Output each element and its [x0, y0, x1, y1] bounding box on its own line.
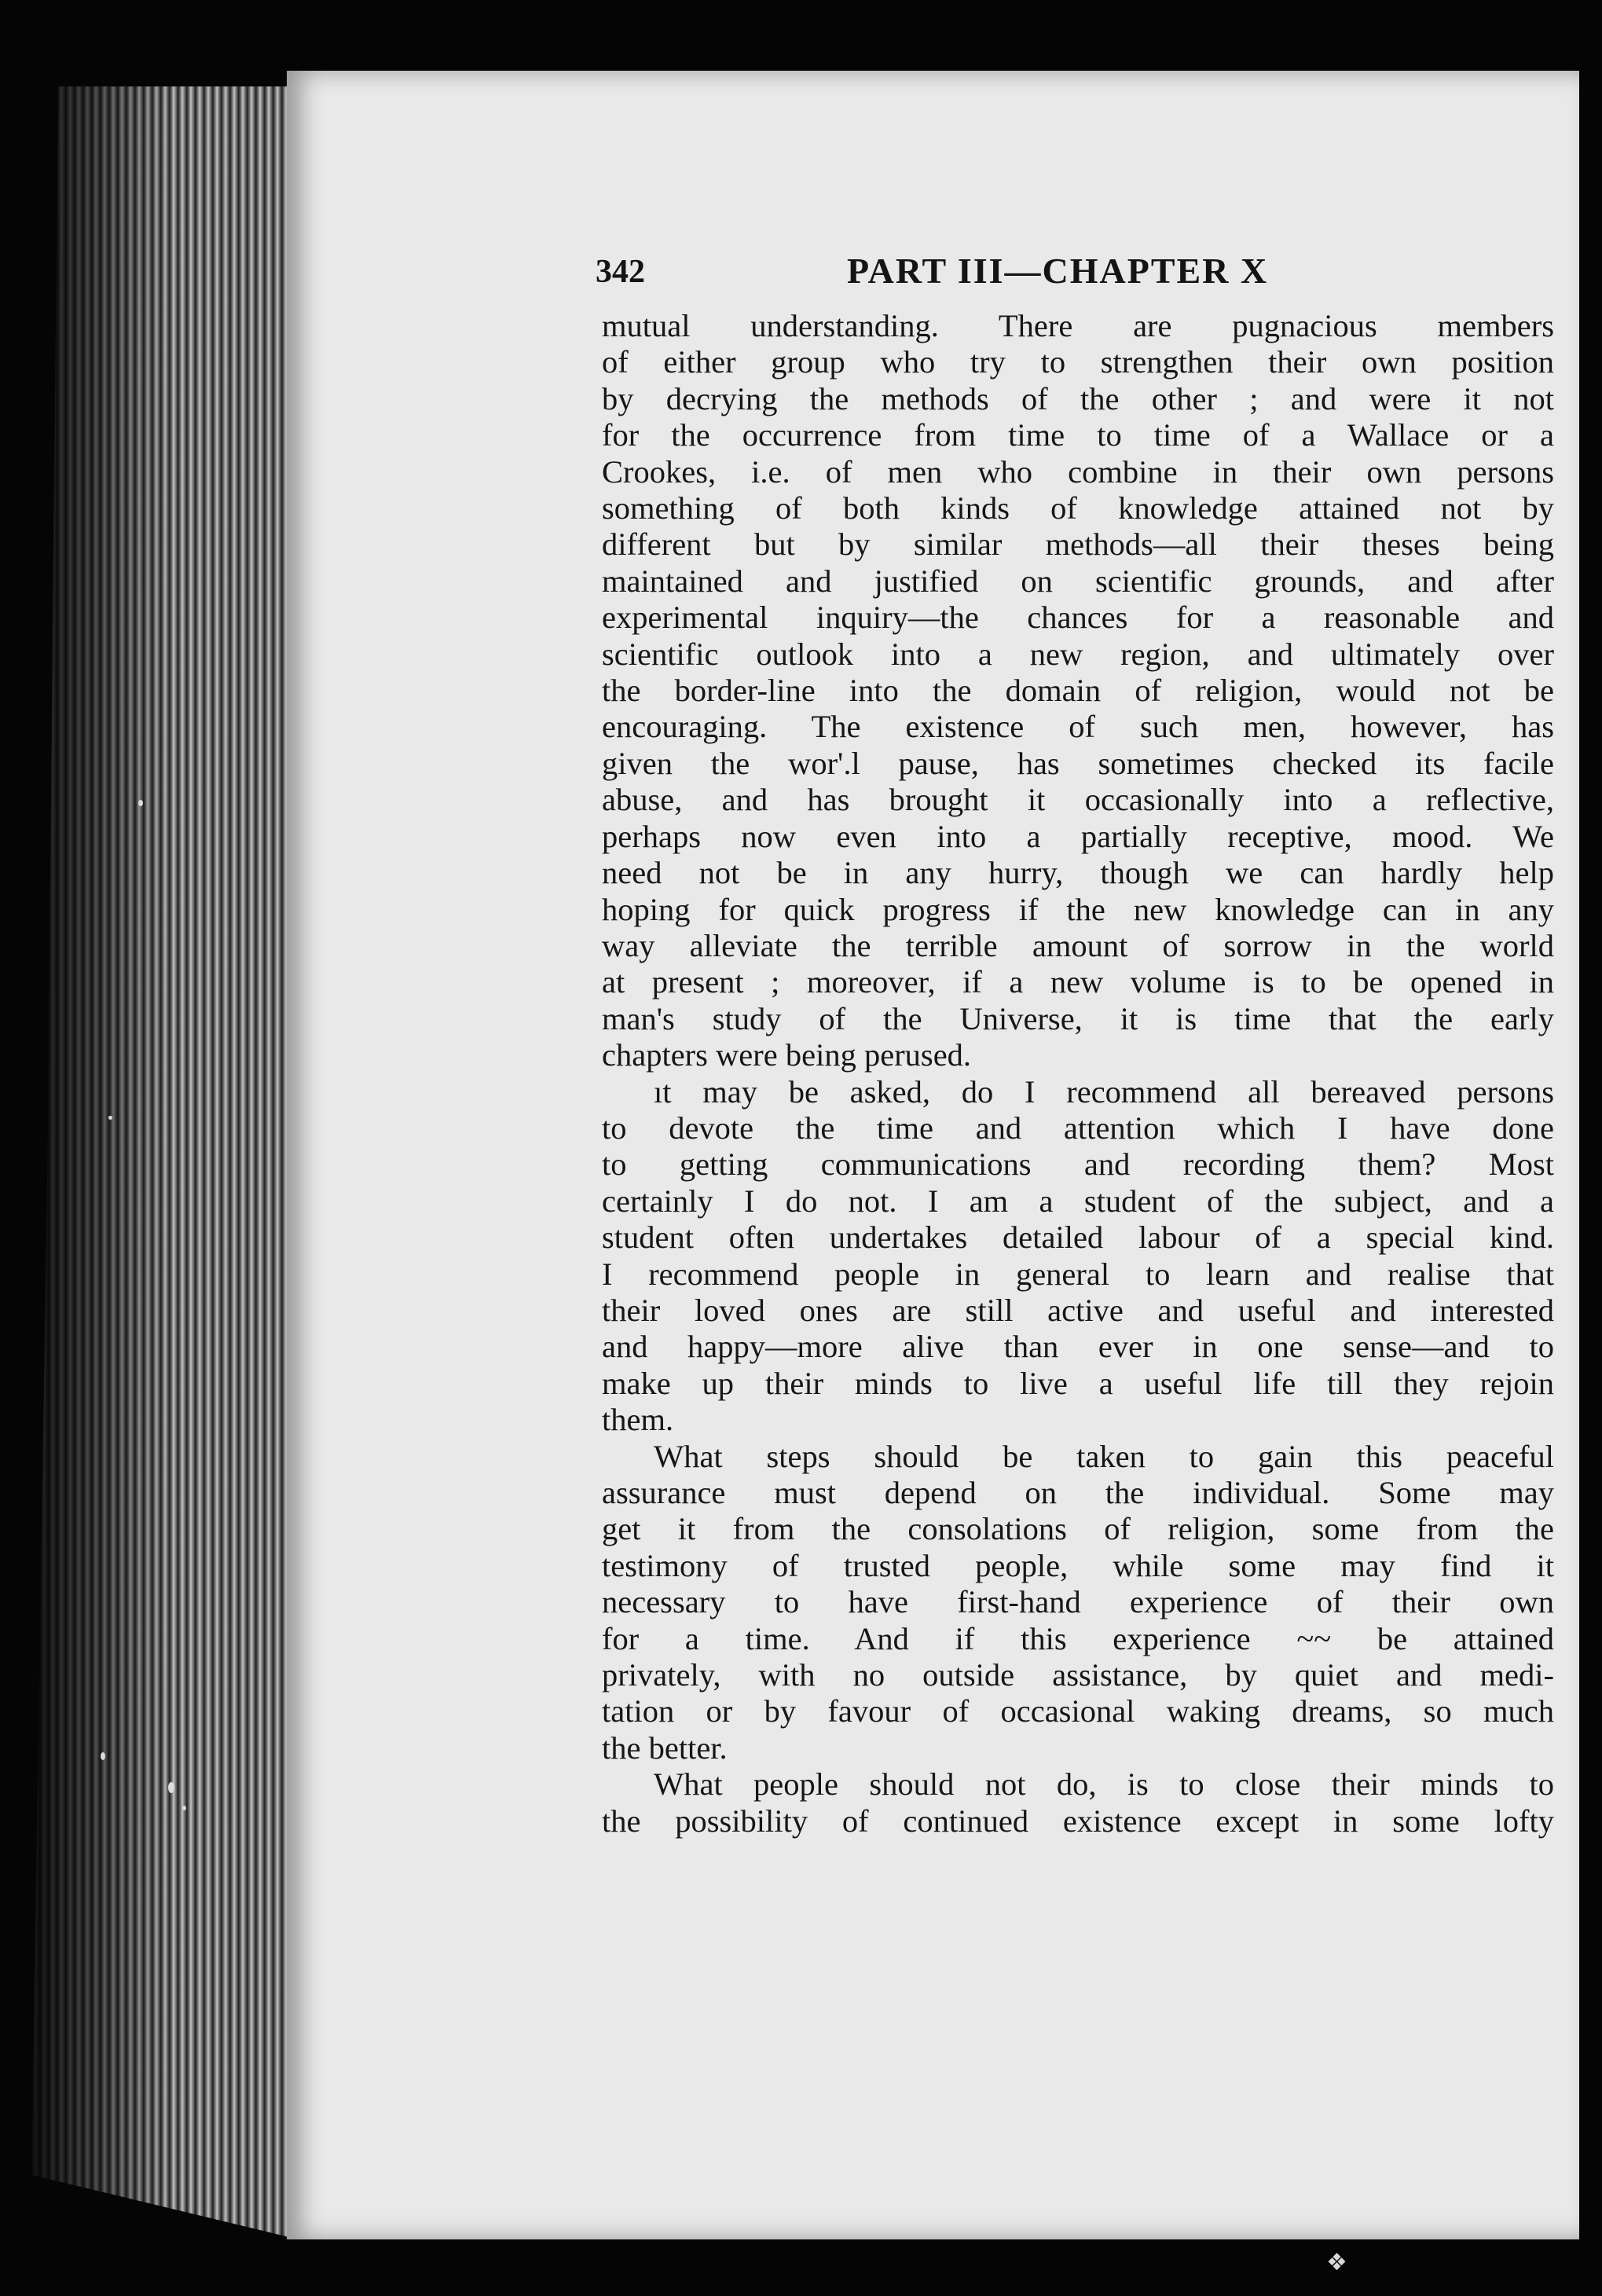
body-text — [602, 308, 1554, 1839]
text-line: student often undertakes detailed labour of a special kind. — [602, 1220, 1554, 1256]
text-line: for a time. And if this experience ~~ be attained — [602, 1620, 1554, 1656]
text-line: maintained and justified on scientific grounds, and after — [602, 563, 1554, 599]
text-line: hoping for quick progress if the new knowledge can in any — [602, 891, 1554, 927]
text-line: need not be in any hurry, though we can hardly help — [602, 855, 1554, 891]
text-line: to getting communications and recording them? Most — [602, 1146, 1554, 1183]
dust-speck — [108, 1116, 112, 1120]
text-line: make up their minds to live a useful life till they rejoin — [602, 1365, 1554, 1401]
text-line: man's study of the Universe, it is time that the early — [602, 1000, 1554, 1036]
page-number: 342 — [596, 254, 645, 290]
text-line: their loved ones are still active and useful and interested — [602, 1292, 1554, 1328]
binding-shadow — [16, 71, 173, 2255]
text-line: given the wor'.l pause, has sometimes checked its facile — [602, 745, 1554, 781]
running-head: PART III—CHAPTER X — [847, 251, 1269, 291]
text-line: the better. — [602, 1729, 728, 1766]
text-line: experimental inquiry—the chances for a reasonable and — [602, 600, 1554, 636]
text-line: at present ; moreover, if a new volume is to be opened in — [602, 964, 1554, 1000]
text-line: privately, with no outside assistance, by quiet and medi- — [602, 1657, 1554, 1693]
dust-speck — [182, 1806, 186, 1810]
text-line: tation or by favour of occasional waking dreams, so much — [602, 1693, 1554, 1729]
text-line: What people should not do, is to close their minds to — [654, 1766, 1554, 1803]
text-line: assurance must depend on the individual. Some may — [602, 1475, 1554, 1510]
text-line: and happy—more alive than ever in one sense—and to — [602, 1329, 1554, 1365]
text-line: certainly I do not. I am a student of the subject, and a — [602, 1183, 1554, 1219]
text-line: chapters were being perused. — [602, 1037, 972, 1073]
text-line: way alleviate the terrible amount of sorrow in the world — [602, 927, 1554, 963]
dust-speck — [168, 1782, 174, 1793]
text-line: scientific outlook into a new region, and ultimately over — [602, 636, 1554, 672]
text-line: perhaps now even into a partially receptive, mood. We — [602, 818, 1554, 854]
text-line: the possibility of continued existence except in some lofty — [602, 1803, 1554, 1839]
text-line: testimony of trusted people, while some may find it — [602, 1547, 1554, 1583]
dust-speck — [138, 800, 143, 806]
text-line: by decrying the methods of the other ; and were it not — [602, 380, 1554, 416]
text-line: get it from the consolations of religion, some from the — [602, 1511, 1554, 1547]
text-line: ıt may be asked, do I recommend all bereaved persons — [654, 1073, 1554, 1109]
text-line: encouraging. The existence of such men, however, has — [602, 709, 1554, 745]
text-line: something of both kinds of knowledge attained not by — [602, 490, 1554, 526]
text-line: necessary to have first-hand experience of their own — [602, 1584, 1554, 1620]
text-line: them. — [602, 1402, 674, 1438]
text-line: I recommend people in general to learn and realise that — [602, 1256, 1554, 1292]
paragraph — [602, 308, 1554, 1074]
text-line: Crookes, i.e. of men who combine in their own persons — [602, 453, 1554, 490]
text-line: mutual understanding. There are pugnacious members — [602, 308, 1554, 343]
text-line: the border-line into the domain of religion, would not be — [602, 673, 1554, 709]
paragraph — [602, 1439, 1554, 1767]
text-line: abuse, and has brought it occasionally into a reflective, — [602, 782, 1554, 818]
scanner-artifact-icon: ❖ — [1326, 2249, 1347, 2276]
text-line: of either group who try to strengthen their own position — [602, 344, 1554, 380]
dust-speck — [101, 1752, 105, 1760]
text-line: for the occurrence from time to time of a Wallace or a — [602, 417, 1554, 453]
text-line: to devote the time and attention which I have done — [602, 1109, 1554, 1146]
text-line: different but by similar methods—all their theses being — [602, 526, 1554, 563]
paragraph — [602, 1766, 1554, 1839]
text-line: What steps should be taken to gain this peaceful — [654, 1438, 1554, 1474]
paragraph — [602, 1074, 1554, 1439]
page-header — [596, 253, 1562, 300]
